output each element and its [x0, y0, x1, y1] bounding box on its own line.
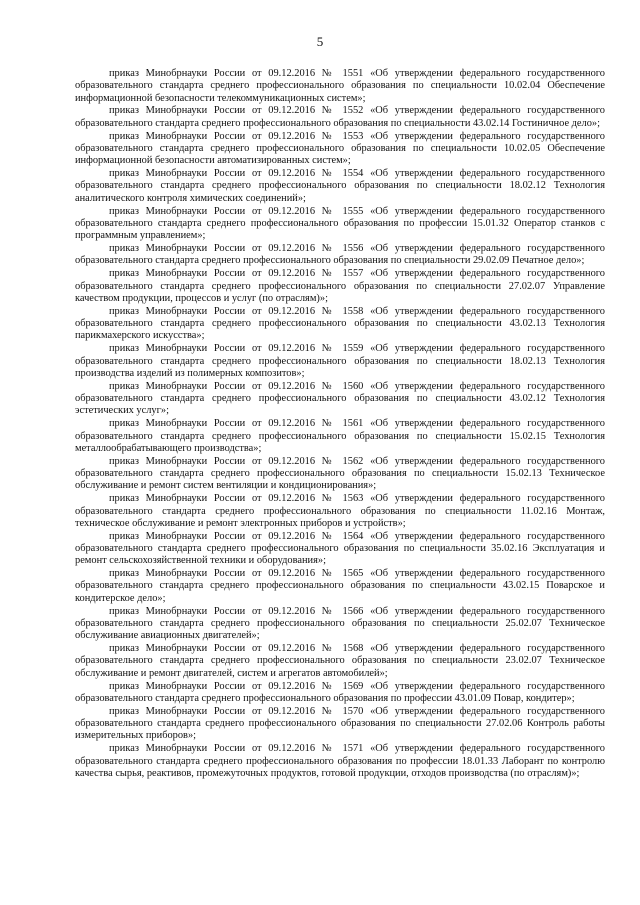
order-paragraph-1564: приказ Минобрнауки России от 09.12.2016 № 1564 «Об утверждении федерального государственного образовательного стандарта среднего профессионального образования по специальности 35.02.16 Эксплуатация и ремонт сельскохозяйственной техники и оборудования»; — [75, 530, 605, 567]
order-paragraph-1551: приказ Минобрнауки России от 09.12.2016 № 1551 «Об утверждении федерального государственного образовательного стандарта среднего профессионального образования по специальности 10.02.04 Обеспечение информационной безопасности телекоммуникационных систем»; — [75, 68, 605, 104]
order-paragraph-1559: приказ Минобрнауки России от 09.12.2016 № 1559 «Об утверждении федерального государственного образовательного стандарта среднего профессионального образования по специальности 18.02.13 Технология производства изделий из полимерных композитов»; — [75, 343, 605, 379]
order-paragraph-1568: приказ Минобрнауки России от 09.12.2016 № 1568 «Об утверждении федерального государственного образовательного стандарта среднего профессионального образования по специальности 23.02.07 Техническое обслуживание и ремонт двигателей, систем и агрегатов автомобилей»; — [75, 643, 605, 679]
order-paragraph-1570: приказ Минобрнауки России от 09.12.2016 № 1570 «Об утверждении федерального государственного образовательного стандарта среднего профессионального образования по специальности 27.02.06 Контроль работы измерительных приборов»; — [75, 705, 605, 742]
order-paragraph-1571: приказ Минобрнауки России от 09.12.2016 № 1571 «Об утверждении федерального государственного образовательного стандарта среднего профессионального образования по профессии 18.01.33 Лаборант по контролю качества сырья, реактивов, промежуточных продуктов, готовой продукции, отходов производства (по отраслям)»; — [75, 743, 605, 779]
order-paragraph-1553: приказ Минобрнауки России от 09.12.2016 № 1553 «Об утверждении федерального государственного образовательного стандарта среднего профессионального образования по специальности 10.02.05 Обеспечение информационной безопасности автоматизированных систем»; — [75, 130, 605, 167]
order-paragraph-1566: приказ Минобрнауки России от 09.12.2016 № 1566 «Об утверждении федерального государственного образовательного стандарта среднего профессионального образования по специальности 25.02.07 Техническое обслуживание авиационных двигателей»; — [75, 605, 605, 642]
page-number: 5 — [316, 34, 324, 49]
order-paragraph-1560: приказ Минобрнауки России от 09.12.2016 № 1560 «Об утверждении федерального государственного образовательного стандарта среднего профессионального образования по специальности 43.02.12 Технология эстетических услуг»; — [75, 380, 605, 417]
order-paragraph-1556: приказ Минобрнауки России от 09.12.2016 № 1556 «Об утверждении федерального государственного образовательного стандарта среднего профессионального образования по специальности 29.02.09 Печатное дело»; — [75, 243, 605, 267]
order-paragraph-1552: приказ Минобрнауки России от 09.12.2016 № 1552 «Об утверждении федерального государственного образовательного стандарта среднего профессионального образования по специальности 43.02.14 Гостиничное дело»; — [75, 105, 605, 129]
order-paragraph-1563: приказ Минобрнауки России от 09.12.2016 № 1563 «Об утверждении федерального государственного образовательного стандарта среднего профессионального образования по специальности 11.02.16 Монтаж, техническое обслуживание и ремонт электронных приборов и устройств»; — [75, 493, 605, 529]
order-paragraph-1558: приказ Минобрнауки России от 09.12.2016 № 1558 «Об утверждении федерального государственного образовательного стандарта среднего профессионального образования по специальности 43.02.13 Технология парикмахерского искусства»; — [75, 305, 605, 342]
order-paragraph-1565: приказ Минобрнауки России от 09.12.2016 № 1565 «Об утверждении федерального государственного образовательного стандарта среднего профессионального образования по специальности 43.02.15 Поварское и кондитерское дело»; — [75, 568, 605, 604]
document-body — [75, 68, 605, 781]
order-paragraph-1554: приказ Минобрнауки России от 09.12.2016 № 1554 «Об утверждении федерального государственного образовательного стандарта среднего профессионального образования по специальности 18.02.12 Технология аналитического контроля химических соединений»; — [75, 168, 605, 204]
order-paragraph-1557: приказ Минобрнауки России от 09.12.2016 № 1557 «Об утверждении федерального государственного образовательного стандарта среднего профессионального образования по специальности 27.02.07 Управление качеством продукции, процессов и услуг (по отраслям)»; — [75, 268, 605, 304]
order-paragraph-1561: приказ Минобрнауки России от 09.12.2016 № 1561 «Об утверждении федерального государственного образовательного стандарта среднего профессионального образования по специальности 15.02.15 Технология металлообрабатывающего производства»; — [75, 418, 605, 454]
order-paragraph-1555: приказ Минобрнауки России от 09.12.2016 № 1555 «Об утверждении федерального государственного образовательного стандарта среднего профессионального образования по профессии 15.01.32 Оператор станков с программным управлением»; — [75, 205, 605, 242]
order-paragraph-1562: приказ Минобрнауки России от 09.12.2016 № 1562 «Об утверждении федерального государственного образовательного стандарта среднего профессионального образования по специальности 15.02.13 Техническое обслуживание и ремонт систем вентиляции и кондиционирования»; — [75, 455, 605, 492]
order-paragraph-1569: приказ Минобрнауки России от 09.12.2016 № 1569 «Об утверждении федерального государственного образовательного стандарта среднего профессионального образования по профессии 43.01.09 Повар, кондитер»; — [75, 680, 605, 704]
